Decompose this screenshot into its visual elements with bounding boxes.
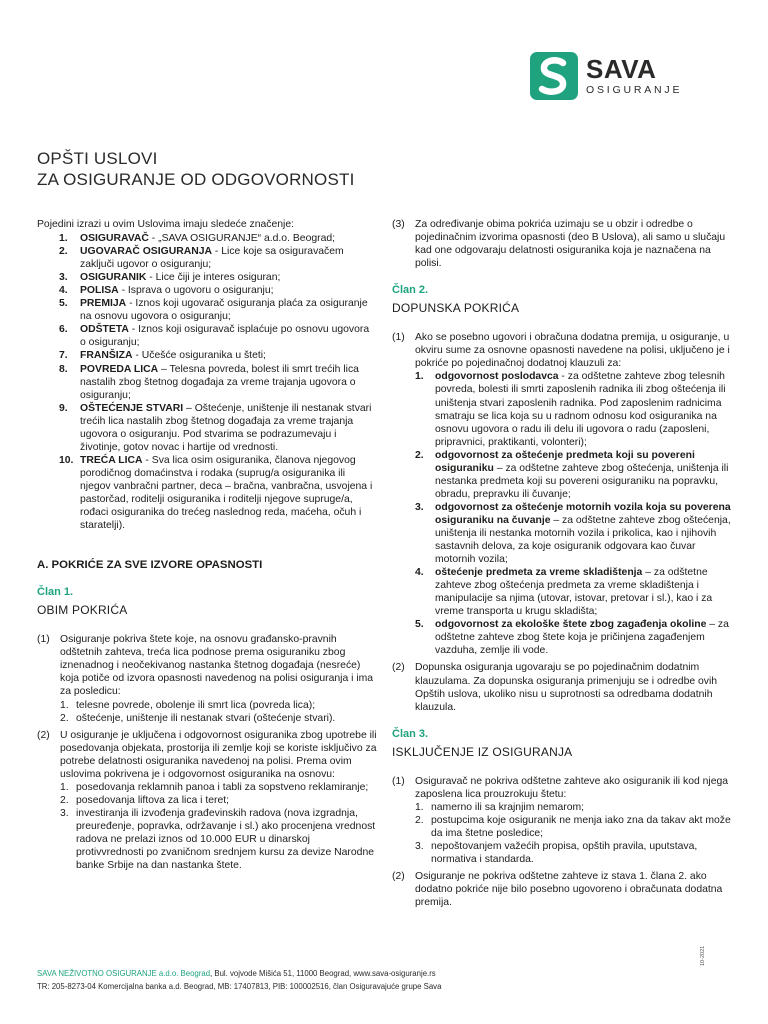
definition-item: 5. PREMIJA - Iznos koji ugovarač osiguranja plaća za osiguranje na osnovu ugovora o osiguranju;	[59, 298, 368, 323]
list-item: 1. namerno ili sa krajnjim nemarom;	[415, 801, 585, 813]
definition-item: 6. ODŠTETA - Iznos koji osiguravač isplaćuje po osnovu ugovora o osiguranju;	[59, 324, 370, 349]
sava-s-logo-icon	[530, 52, 578, 100]
sava-logo	[530, 52, 682, 100]
definition-item: 2. UGOVARAČ OSIGURANJA - Lice koje sa osiguravačem zaključi ugovor o osiguranju;	[59, 246, 344, 271]
list-item: 2. posedovanja liftova za lica i teret;	[60, 794, 230, 806]
footer	[37, 967, 441, 993]
list-item: 2. oštećenje, uništenje ili nestanak stvari (oštećenje stvari).	[60, 712, 336, 724]
definition-item: 4. POLISA - Isprava o ugovoru o osiguranju;	[59, 285, 274, 297]
footer-line-1: SAVA NEŽIVOTNO OSIGURANJE a.d.o. Beograd, Bul. vojvode Mišića 51, 11000 Beograd, www.sava-osiguranje.rs	[37, 969, 436, 978]
list-item: 1. odgovornost poslodavca - za odštetne zahteve zbog telesnih povreda, bolesti ili smrti zaposlenih radnika ili zbog oštećenja ili uništenja stvari zaposlenih radnika. Pod zaposlenim radnicima smatraju se lica koja su u radnom odnosu kod osiguranika na osnovu ugovora o radu ili delu ili ugovora o radu (zaposleni, pripravnici, praktikanti, volonteri);	[415, 371, 726, 448]
list-item: 1. posedovanja reklamnih panoa i tabli za sopstveno reklamiranje;	[60, 781, 369, 793]
list-item: 4. oštećenje predmeta za vreme skladištenja – za odštetne zahteve zbog oštećenja predmeta za vreme skladištenja i manipulacije sa njima (utovar, istovar, pretovar i sl.), kao i za vreme transporta u krugu skladišta;	[415, 567, 713, 618]
intro-text: Pojedini izrazi u ovim Uslovima imaju sledeće značenje:	[37, 219, 294, 230]
title-line-2: ZA OSIGURANJE OD ODGOVORNOSTI	[37, 170, 355, 189]
article-1-paragraph-2: (2) U osiguranje je uključena i odgovornost osiguranika zbog upotrebe ili posedovanja objekata, prostorija ili zemlje koji se koriste isključivo za potrebe delatnosti osiguranika navedenoj na polisi. Prema ovim uslovima pokrivena je i odgovornost osiguranika na osnovu: 1. posedovanja reklamnih panoa i tabli za sopstveno reklamiranje; 2. posedovanja liftova za lica i teret; 3. investiranja ili izvođenja građevinskih radova (nova izgradnja, preuređenje, popravka, održavanje i sl.) ako procenjena vrednost radova ne prelazi iznos od 10.000 EUR u dinarskoj protivvrednosti po zvaničnom srednjem kursu za devize Narodne banke Srbije na dan nastanka štete.	[37, 729, 377, 872]
article-1-title: OBIM POKRIĆA	[37, 603, 128, 618]
article-3-paragraph-1: (1) Osiguravač ne pokriva odštetne zahteve ako osiguranik ili kod njega zaposlena lica prouzrokuju štetu: 1. namerno ili sa krajnjim nemarom; 2. postupcima koje osiguranik ne menja iako zna da takav akt može da ima štetne posledice; 3. nepoštovanjem važećih propisa, opštih pravila, uputstava, normativa i standarda.	[392, 775, 734, 866]
definition-item: 10. TREĆA LICA - Sva lica osim osiguranika, članova njegovog porodičnog domaćinstva i rodaka (suprug/a osiguranika ili njegov vanbračni partner, deca – bračna, vanbračna, usvojena i pastorčad, roditelji osiguranika i roditelji njegove supruge/a, rođaci osiguranika do trećeg naslednog reda, maćeha, očuh i staratelji).	[59, 454, 373, 532]
article-1-label: Član 1.	[37, 586, 74, 599]
list-item: 3. nepoštovanjem važećih propisa, opštih pravila, uputstava, normativa i standarda.	[415, 840, 698, 866]
footer-company: SAVA NEŽIVOTNO OSIGURANJE a.d.o. Beograd	[37, 969, 211, 978]
list-item: 3. investiranja ili izvođenja građevinskih radova (nova izgradnja, preuređenje, popravka, održavanje i sl.) ako procenjena vrednost radova ne prelazi iznos od 10.000 EUR u dinarskoj protivvrednosti po zvaničnom srednjem kursu za devize Narodne banke Srbije na dan nastanka štete.	[60, 807, 376, 872]
article-2-title: DOPUNSKA POKRIĆA	[392, 301, 520, 316]
footer-line-2: TR: 205-8273-04 Komercijalna banka a.d. Beograd, MB: 17407813, PIB: 100002516, član Osiguravajuće grupe Sava	[37, 982, 442, 991]
list-item: 2. odgovornost za oštećenje predmeta koji su povereni osiguraniku – za odštetne zahteve zbog oštećenja, uništenja ili nestanka predmeta koji su povereni osiguraniku na popravku, obradu, prepravku ili čuvanje;	[415, 449, 729, 500]
article-3-paragraph-2: (2) Osiguranje ne pokriva odštetne zahteve iz stava 1. člana 2. ako dodatno pokriće nije bilo posebno ugovoreno i obračunata dodatna premija.	[392, 871, 723, 909]
definition-item: 8. POVREDA LICA – Telesna povreda, bolest ili smrt trećih lica nastalih zbog štetnog događaja za vreme trajanja ugovora o osiguranju;	[59, 363, 359, 401]
article-2-paragraph-2: (2) Dopunska osiguranja ugovaraju se po pojedinačnim dodatnim klauzulama. Za dopunska osiguranja primenjuju se i odredbe ovih Opštih uslova, ukoliko nisu u suprotnosti sa odredbama dodatnih klauzula.	[392, 662, 718, 713]
document-title	[37, 148, 355, 190]
logo-name: SAVA	[586, 54, 657, 85]
definition-item: 3. OSIGURANIK - Lice čiji je interes osiguran;	[59, 272, 281, 284]
article-2-label: Član 2.	[392, 284, 429, 297]
definition-item: 9. OŠTEĆENJE STVARI – Oštećenje, uništenje ili nestanak stvari trećih lica nastalih zbog štetnog događaja za vreme trajanja ugovora o osiguranju. Pod stvarima se podrazumevaju i životinje, gotov novac i hartije od vrednosti.	[59, 402, 372, 453]
list-item: 2. postupcima koje osiguranik ne menja iako zna da takav akt može da ima štetne posledice;	[415, 814, 731, 839]
document-code: 10-2021	[700, 945, 706, 966]
list-item: 5. odgovornost za ekološke štete zbog zagađenja okoline – za odštetne zahteve zbog štete koja je pričinjena zagađenjem vazduha, zemlje ili vode.	[415, 619, 729, 657]
article-3-title: ISKLJUČENJE IZ OSIGURANJA	[392, 744, 573, 759]
left-column	[37, 218, 377, 876]
definition-item: 7. FRANŠIZA - Učešće osiguranika u šteti;	[59, 350, 266, 362]
title-line-1: OPŠTI USLOVI	[37, 149, 158, 168]
article-1-paragraph-1: (1) Osiguranje pokriva štete koje, na osnovu građansko-pravnih odštetnih zahteva, treća lica podnose prema osiguraniku zbog iznenadnog i neočekivanog nastanka štetnog događaja (nesreće) koja potiče od izvora opasnosti navedenog na polisi osiguranja i ima za posledicu: 1. telesne povrede, obolenje ili smrt lica (povreda lica); 2. oštećenje, uništenje ili nestanak stvari (oštećenje stvari).	[37, 633, 377, 724]
logo-subtitle: OSIGURANJE	[586, 84, 683, 97]
list-item: 1. telesne povrede, obolenje ili smrt lica (povreda lica);	[60, 699, 316, 711]
article-2-paragraph-1: (1) Ako se posebno ugovori i obračuna dodatna premija, u osiguranje, u okviru sume za osnovne opasnosti navedene na polisi, uključeno je i pokriće po pojedinačnoj dodatnoj klauzuli za: 1. odgovornost poslodavca - za odštetne zahteve zbog telesnih povreda, bolesti ili smrti zaposlenih radnika ili zbog oštećenja ili uništenja stvari zaposlenih radnika. Pod zaposlenim radnicima smatraju se lica koja su u radnom odnosu kod osiguranika na osnovu ugovora o radu ili delu ili ugovora o radu (zaposleni, pripravnici, praktikanti, volonteri); 2. odgovornost za oštećenje predmeta koji su povereni osiguraniku – za odštetne zahteve zbog oštećenja, uništenja ili nestanka predmeta koji su povereni osiguraniku na popravku, obradu, prepravku ili čuvanje; 3. odgovornost za oštećenje motornih vozila koja su poverena osiguraniku na čuvanje – za odštetne zahteve zbog oštećenja, uništenja ili nestanka motornih vozila i prikolica, kao i njihovih sastavnih delova, za koje osiguranik odgovara kao čuvar motornih vozila; 4. oštećenje predmeta za vreme skladištenja – za odštetne zahteve zbog oštećenja predmeta za vreme skladištenja i manipulacije sa njima (utovar, istovar, pretovar i sl.), kao i za vreme transporta u krugu skladišta; 5. odgovornost za ekološke štete zbog zagađenja okoline – za odštetne zahteve zbog štete koja je pričinjena zagađenjem vazduha, zemlje ili vode.	[392, 331, 734, 657]
article-3-label: Član 3.	[392, 727, 429, 740]
article-1-paragraph-3: (3) Za određivanje obima pokrića uzimaju se u obzir i odredbe o pojedinačnim izvorima opasnosti (deo B Uslova), ali samo u slučaju kad one odgovaraju delatnosti osiguranika koja je naznačena na polisi.	[392, 219, 726, 270]
right-column	[392, 218, 734, 913]
list-item: 3. odgovornost za oštećenje motornih vozila koja su poverena osiguraniku na čuvanje – za odštetne zahteve zbog oštećenja, uništenja ili nestanka motornih vozila i prikolica, kao i njihovih sastavnih delova, za koje osiguranik odgovara kao čuvar motornih vozila;	[415, 501, 731, 566]
definitions-list	[37, 232, 377, 532]
section-a-heading: A. POKRIĆE ZA SVE IZVORE OPASNOSTI	[37, 559, 263, 572]
definition-item: 1. OSIGURAVAČ - „SAVA OSIGURANJE“ a.d.o. Beograd;	[59, 233, 336, 245]
